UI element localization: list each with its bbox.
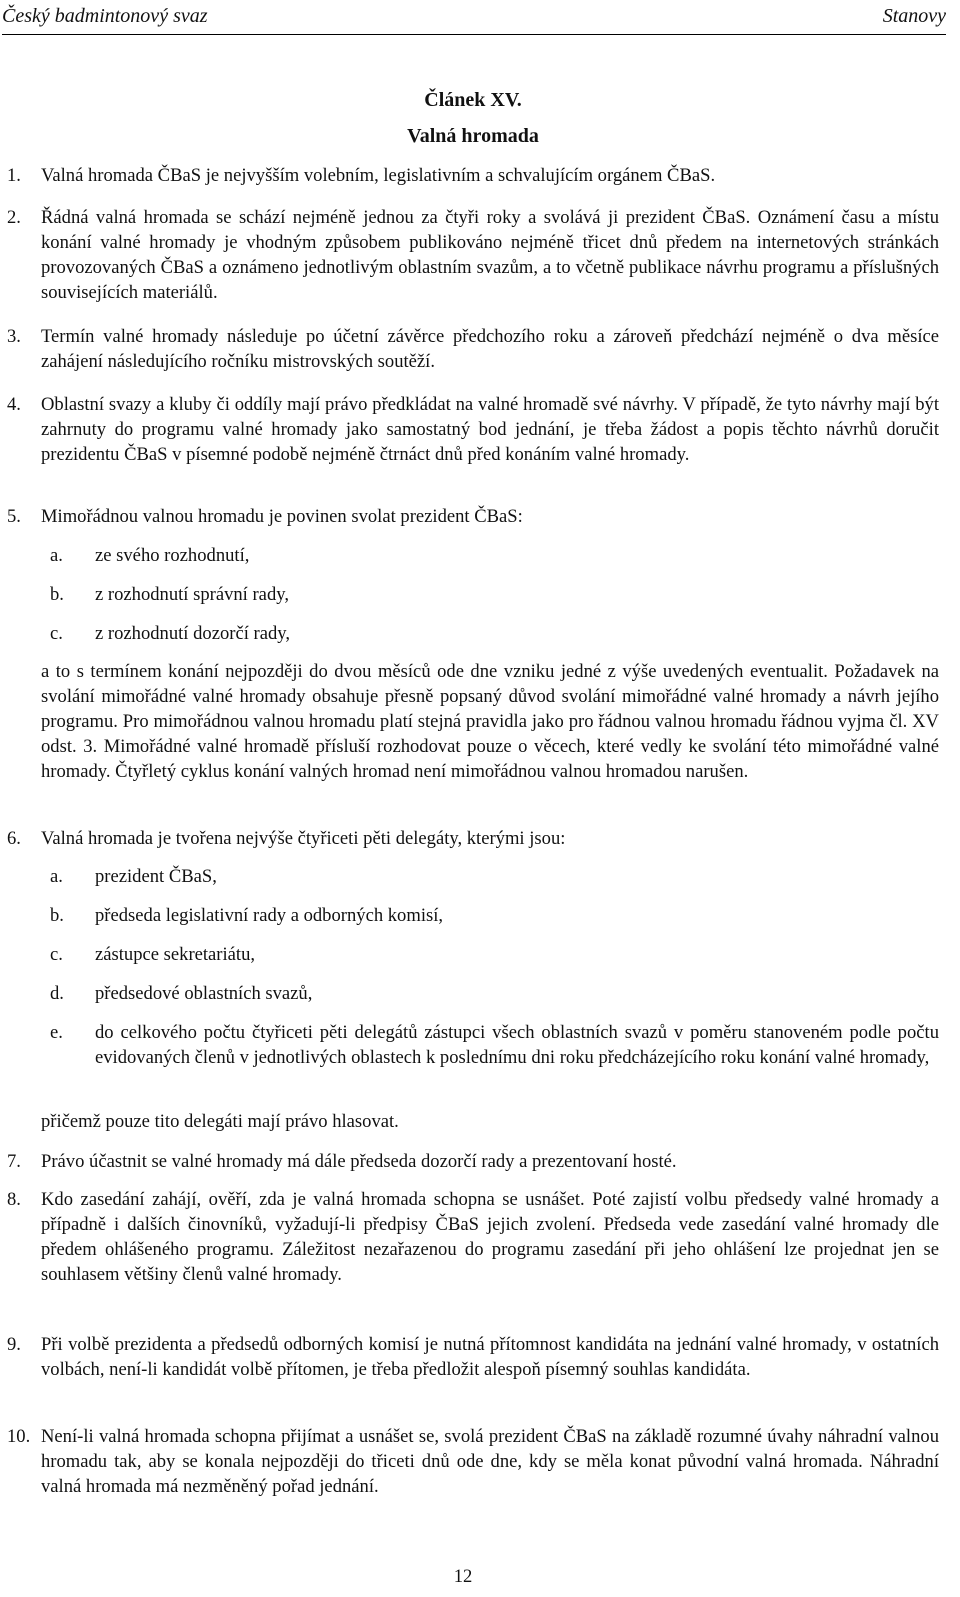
clause-number: 4. [7,394,21,415]
list-item-text: zástupce sekretariátu, [95,944,256,965]
list-item-letter: b. [50,584,64,605]
list-item-text: z rozhodnutí správní rady, [95,584,289,605]
list-item-letter: a. [50,866,63,887]
clause-text: Valná hromada je tvořena nejvýše čtyřiceti pěti delegáty, kterými jsou: [41,828,566,849]
clause-number: 1. [7,165,21,186]
clause-number: 8. [7,1189,21,1210]
clause-text: Kdo zasedání zahájí, ověří, zda je valná hromada schopna se usnášet. Poté zajistí volbu předsedy valné hromady a případně i dalších činovníků, vyžadují-li předpisy ČBaS jejich zvolení. Předseda vede zasedání valné hromady dle předem ohlášeného programu. Záležitost nezařazenou do programu zasedání při jeho ohlášení lze projednat jen se souhlasem většiny členů valné hromady. [41,1189,939,1285]
clause-continuation: a to s termínem konání nejpozději do dvou měsíců ode dne vzniku jedné z výše uvedených eventualit. Požadavek na svolání mimořádné valné hromady obsahuje přesně popsaný důvod svolání mimořádné valné hromady a návrh jejího programu. Pro mimořádnou valnou hromadu platí stejná pravidla jako pro řádnou valnou hromadu řádnou vyjma čl. XV odst. 3. Mimořádné valné hromadě přísluší rozhodovat pouze o věcech, které vedly ke svolání této mimořádné valné hromady. Čtyřletý cyklus konání valných hromad není mimořádnou valnou hromadou narušen. [41,661,939,782]
article-number: Článek XV. [424,89,522,111]
clause-number: 10. [7,1426,31,1447]
clause-number: 5. [7,506,21,527]
list-item-letter: d. [50,983,64,1004]
clause-text: Řádná valná hromada se schází nejméně jednou za čtyři roky a svolává ji prezident ČBaS. Oznámení času a místu konání valné hromady je vhodným způsobem publikováno nejméně třicet dnů předem na internetových stránkách provozovaných ČBaS a oznámeno jednotlivým oblastním svazům, a to včetně publikace návrhu programu a příslušných souvisejících materiálů. [41,207,939,303]
list-item-text: ze svého rozhodnutí, [95,545,250,566]
clause-number: 6. [7,828,21,849]
clause-text: Oblastní svazy a kluby či oddíly mají právo předkládat na valné hromadě své návrhy. V případě, že tyto návrhy mají být zahrnuty do programu valné hromady jako samostatný bod jednání, je třeba žádost a popis těchto návrhů doručit prezidentu ČBaS v písemné podobě nejméně čtrnáct dnů před konáním valné hromady. [41,394,939,465]
clause-text: Při volbě prezidenta a předsedů odborných komisí je nutná přítomnost kandidáta na jednání valné hromady, v ostatních volbách, není-li kandidát volbě přítomen, je třeba předložit alespoň písemný souhlas kandidáta. [41,1334,939,1380]
list-item-text: do celkového počtu čtyřiceti pěti delegátů zástupci všech oblastních svazů v poměru stanoveném podle počtu evidovaných členů v jednotlivých oblastech k poslednímu dni roku předcházejícího roku konání valné hromady, [95,1022,939,1068]
clause-text: Právo účastnit se valné hromady má dále předseda dozorčí rady a prezentovaní hosté. [41,1151,677,1172]
clause-number: 9. [7,1334,21,1355]
page-number: 12 [453,1566,473,1587]
list-item-text: z rozhodnutí dozorčí rady, [95,623,290,644]
list-item-text: předsedové oblastních svazů, [95,983,313,1004]
clause-text: Termín valné hromady následuje po účetní závěrce předchozího roku a zároveň předchází nejméně o dva měsíce zahájení následujícího ročníku mistrovských soutěží. [41,326,939,372]
clause-number: 7. [7,1151,21,1172]
clause-text: Mimořádnou valnou hromadu je povinen svolat prezident ČBaS: [41,506,523,527]
list-item-letter: c. [50,944,63,965]
clause-number: 3. [7,326,21,347]
clause-number: 2. [7,207,21,228]
header-document-title: Stanovy [882,5,946,27]
header-organization: Český badmintonový svaz [2,5,208,27]
clause-text: Valná hromada ČBaS je nejvyšším volebním, legislativním a schvalujícím orgánem ČBaS. [41,165,716,186]
running-header [2,3,946,35]
clause-text: Není-li valná hromada schopna přijímat a usnášet se, svolá prezident ČBaS na základě rozumné úvahy náhradní valnou hromadu tak, aby se konala nejpozději do třiceti dnů ode dne, kdy se měla konat původní valná hromada. Náhradní valná hromada má nezměněný pořad jednání. [41,1426,939,1497]
list-item-letter: b. [50,905,64,926]
clause-continuation: přičemž pouze tito delegáti mají právo hlasovat. [41,1111,399,1132]
list-item-text: předseda legislativní rady a odborných komisí, [95,905,444,926]
list-item-letter: a. [50,545,63,566]
list-item-letter: c. [50,623,63,644]
article-title: Valná hromada [407,125,539,147]
list-item-letter: e. [50,1022,63,1043]
list-item-text: prezident ČBaS, [95,866,217,887]
